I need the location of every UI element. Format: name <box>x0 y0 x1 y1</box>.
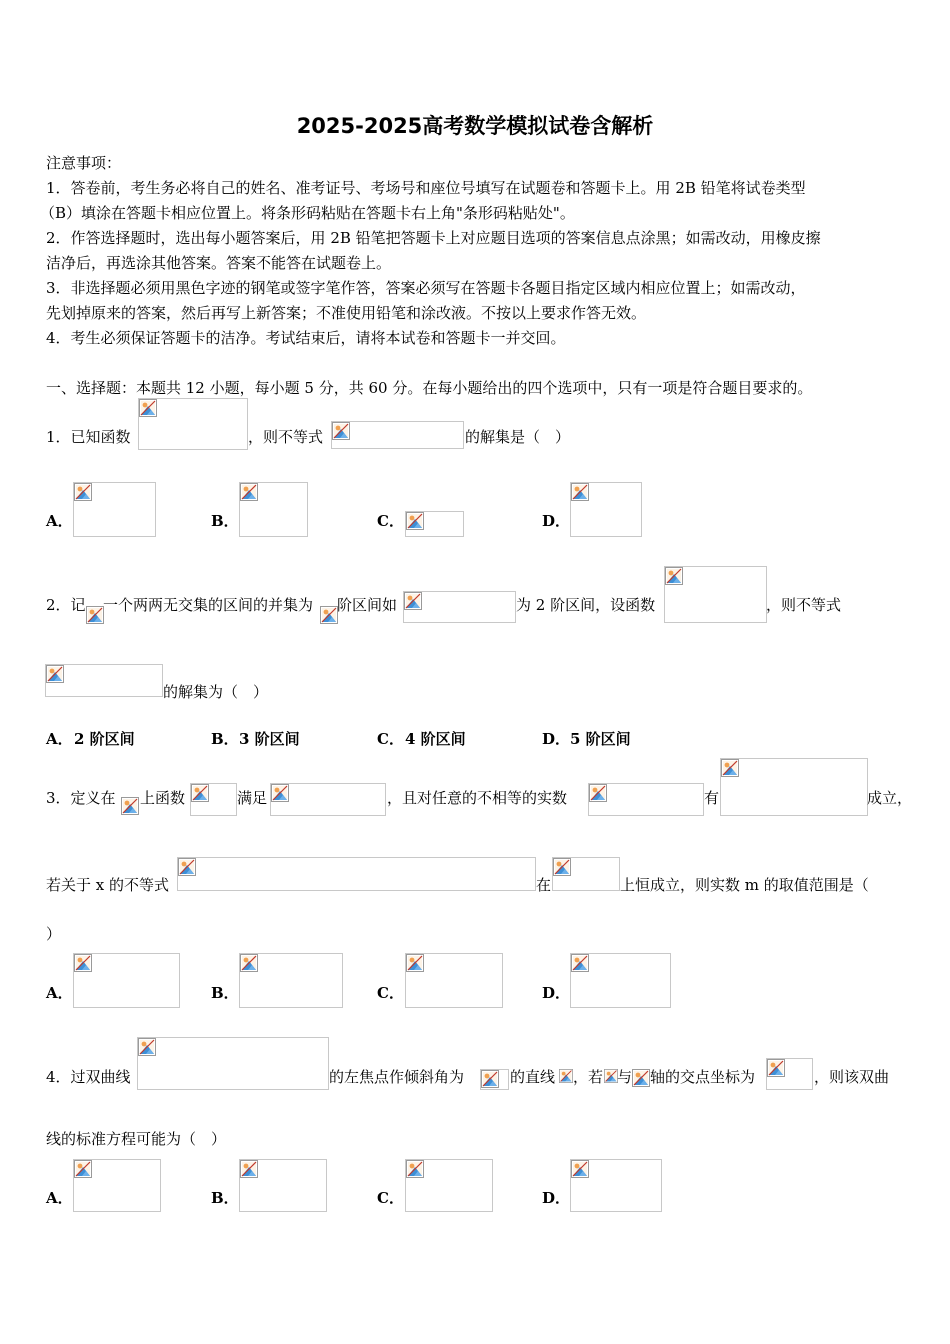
notice-heading: 注意事项： <box>46 154 122 172</box>
formula-image <box>137 1037 329 1090</box>
notice-line: （B）填涂在答题卡相应位置上。将条形码粘贴在答题卡右上角"条形码粘贴处"。 <box>40 204 575 222</box>
broken-image-icon <box>46 665 64 683</box>
formula-image <box>45 664 163 697</box>
broken-image-icon <box>632 1069 650 1087</box>
option-b-text: 3 阶区间 <box>239 730 300 748</box>
q3-text: 在 <box>536 876 552 894</box>
notice-line: 4．考生必须保证答题卡的洁净。考试结束后，请将本试卷和答题卡一并交回。 <box>46 329 566 347</box>
broken-image-icon <box>589 784 607 802</box>
option-c-label: C． <box>377 984 404 1002</box>
formula-image <box>480 1069 509 1090</box>
notice-line: 洁净后，再选涂其他答案。答案不能答在试题卷上。 <box>46 254 392 272</box>
formula-image <box>403 591 516 623</box>
option-c-image <box>405 1159 493 1212</box>
q3-text: 成立， <box>867 789 913 807</box>
option-c-label: C． <box>377 512 404 530</box>
q4-text: 的直线 <box>510 1068 556 1086</box>
formula-image <box>270 783 386 816</box>
q2-text: 阶区间如 <box>337 596 398 614</box>
q4-text: 4．过双曲线 <box>46 1068 131 1086</box>
q3-text: 若关于 x 的不等式 <box>46 876 169 894</box>
formula-image <box>559 1069 573 1088</box>
formula-image <box>86 606 104 624</box>
formula-image <box>138 398 248 450</box>
broken-image-icon <box>74 954 92 972</box>
notice-line: 3．非选择题必须用黑色字迹的钢笔或签字笔作答，答案必须写在答题卡各题目指定区域内相应位置上；如需改动， <box>46 279 806 297</box>
q4-text: 的左焦点作倾斜角为 <box>329 1068 465 1086</box>
notice-line: 2．作答选择题时，选出每小题答案后，用 2B 铅笔把答题卡上对应题目选项的答案信息点涂黑；如需改动，用橡皮擦 <box>46 229 821 247</box>
broken-image-icon <box>406 954 424 972</box>
option-a-image <box>73 482 156 537</box>
q4-text: 与 <box>617 1068 633 1086</box>
option-d-label: D． <box>542 512 571 530</box>
formula-image <box>720 758 868 816</box>
q3-text: 上函数 <box>140 789 186 807</box>
broken-image-icon <box>271 784 289 802</box>
option-b-label: B． <box>211 1189 239 1207</box>
q3-text: 满足 <box>237 789 268 807</box>
broken-image-icon <box>121 797 139 815</box>
option-c-text: 4 阶区间 <box>405 730 466 748</box>
formula-image <box>604 1069 618 1088</box>
broken-image-icon <box>571 483 589 501</box>
formula-image <box>552 857 620 891</box>
broken-image-icon <box>604 1069 618 1083</box>
broken-image-icon <box>571 1160 589 1178</box>
option-b-image <box>239 953 343 1008</box>
notice-line: 先划掉原来的答案，然后再写上新答案；不准使用铅笔和涂改液。不按以上要求作答无效。 <box>46 304 647 322</box>
broken-image-icon <box>74 483 92 501</box>
option-c-image <box>405 511 464 537</box>
formula-image <box>121 797 139 815</box>
broken-image-icon <box>571 954 589 972</box>
broken-image-icon <box>86 606 104 624</box>
option-b-label: B． <box>211 984 239 1002</box>
formula-image <box>177 857 536 891</box>
broken-image-icon <box>74 1160 92 1178</box>
broken-image-icon <box>240 954 258 972</box>
broken-image-icon <box>138 1038 156 1056</box>
broken-image-icon <box>178 858 196 876</box>
q4-text: ，若 <box>573 1068 604 1086</box>
option-a-image <box>73 1159 161 1212</box>
broken-image-icon <box>553 858 571 876</box>
broken-image-icon <box>559 1069 573 1083</box>
option-d-image <box>570 482 642 537</box>
q4-text: 线的标准方程可能为（ ） <box>46 1130 227 1148</box>
formula-image <box>588 783 704 816</box>
q2-text: ，则不等式 <box>766 596 842 614</box>
broken-image-icon <box>767 1059 785 1077</box>
formula-image <box>766 1058 813 1090</box>
option-c-label: C． <box>377 730 404 748</box>
broken-image-icon <box>406 1160 424 1178</box>
q2-text: 为 2 阶区间，设函数 <box>516 596 656 614</box>
q2-text: 2．记 <box>46 596 86 614</box>
section-heading: 一、选择题：本题共 12 小题，每小题 5 分，共 60 分。在每小题给出的四个选项中，只有一项是符合题目要求的。 <box>46 379 813 397</box>
option-a-label: A． <box>46 512 73 530</box>
option-b-image <box>239 1159 327 1212</box>
option-d-text: 5 阶区间 <box>570 730 631 748</box>
broken-image-icon <box>320 606 338 624</box>
notice-line: 1．答卷前，考生务必将自己的姓名、准考证号、考场号和座位号填写在试题卷和答题卡上。用 2B 铅笔将试卷类型 <box>46 179 806 197</box>
q3-text: ，且对任意的不相等的实数 <box>387 789 568 807</box>
page-title: 2025-2025高考数学模拟试卷含解析 <box>296 114 654 138</box>
broken-image-icon <box>139 399 157 417</box>
broken-image-icon <box>332 422 350 440</box>
option-a-label: A． <box>46 984 73 1002</box>
q2-text: 一个两两无交集的区间的并集为 <box>103 596 314 614</box>
broken-image-icon <box>240 483 258 501</box>
option-a-image <box>73 953 180 1008</box>
option-b-image <box>239 482 308 537</box>
q1-text: ，则不等式 <box>248 428 324 446</box>
option-d-label: D． <box>542 1189 571 1207</box>
q4-text: 轴的交点坐标为 <box>650 1068 756 1086</box>
formula-image <box>632 1069 650 1088</box>
broken-image-icon <box>665 567 683 585</box>
option-a-label: A． <box>46 1189 73 1207</box>
option-b-label: B． <box>211 730 239 748</box>
option-d-image <box>570 1159 662 1212</box>
q2-text: 的解集为（ ） <box>163 683 269 701</box>
option-a-label: A． <box>46 730 73 748</box>
q3-text: 上恒成立，则实数 m 的取值范围是（ <box>620 876 869 894</box>
q1-text: 1．已知函数 <box>46 428 131 446</box>
option-d-label: D． <box>542 730 571 748</box>
q3-text: ） <box>46 925 62 943</box>
broken-image-icon <box>721 759 739 777</box>
formula-image <box>190 783 237 816</box>
option-d-image <box>570 953 671 1008</box>
formula-image <box>331 421 464 449</box>
option-a-text: 2 阶区间 <box>74 730 135 748</box>
formula-image <box>320 606 338 624</box>
q4-text: ，则该双曲 <box>814 1068 890 1086</box>
option-b-label: B． <box>211 512 239 530</box>
q3-text: 3．定义在 <box>46 789 116 807</box>
broken-image-icon <box>191 784 209 802</box>
broken-image-icon <box>406 512 424 530</box>
option-c-label: C． <box>377 1189 404 1207</box>
option-c-image <box>405 953 503 1008</box>
q1-text: 的解集是（ ） <box>465 428 571 446</box>
broken-image-icon <box>404 592 422 610</box>
formula-image <box>664 566 767 623</box>
q3-text: 有 <box>704 789 720 807</box>
broken-image-icon <box>240 1160 258 1178</box>
option-d-label: D． <box>542 984 571 1002</box>
broken-image-icon <box>481 1070 499 1088</box>
